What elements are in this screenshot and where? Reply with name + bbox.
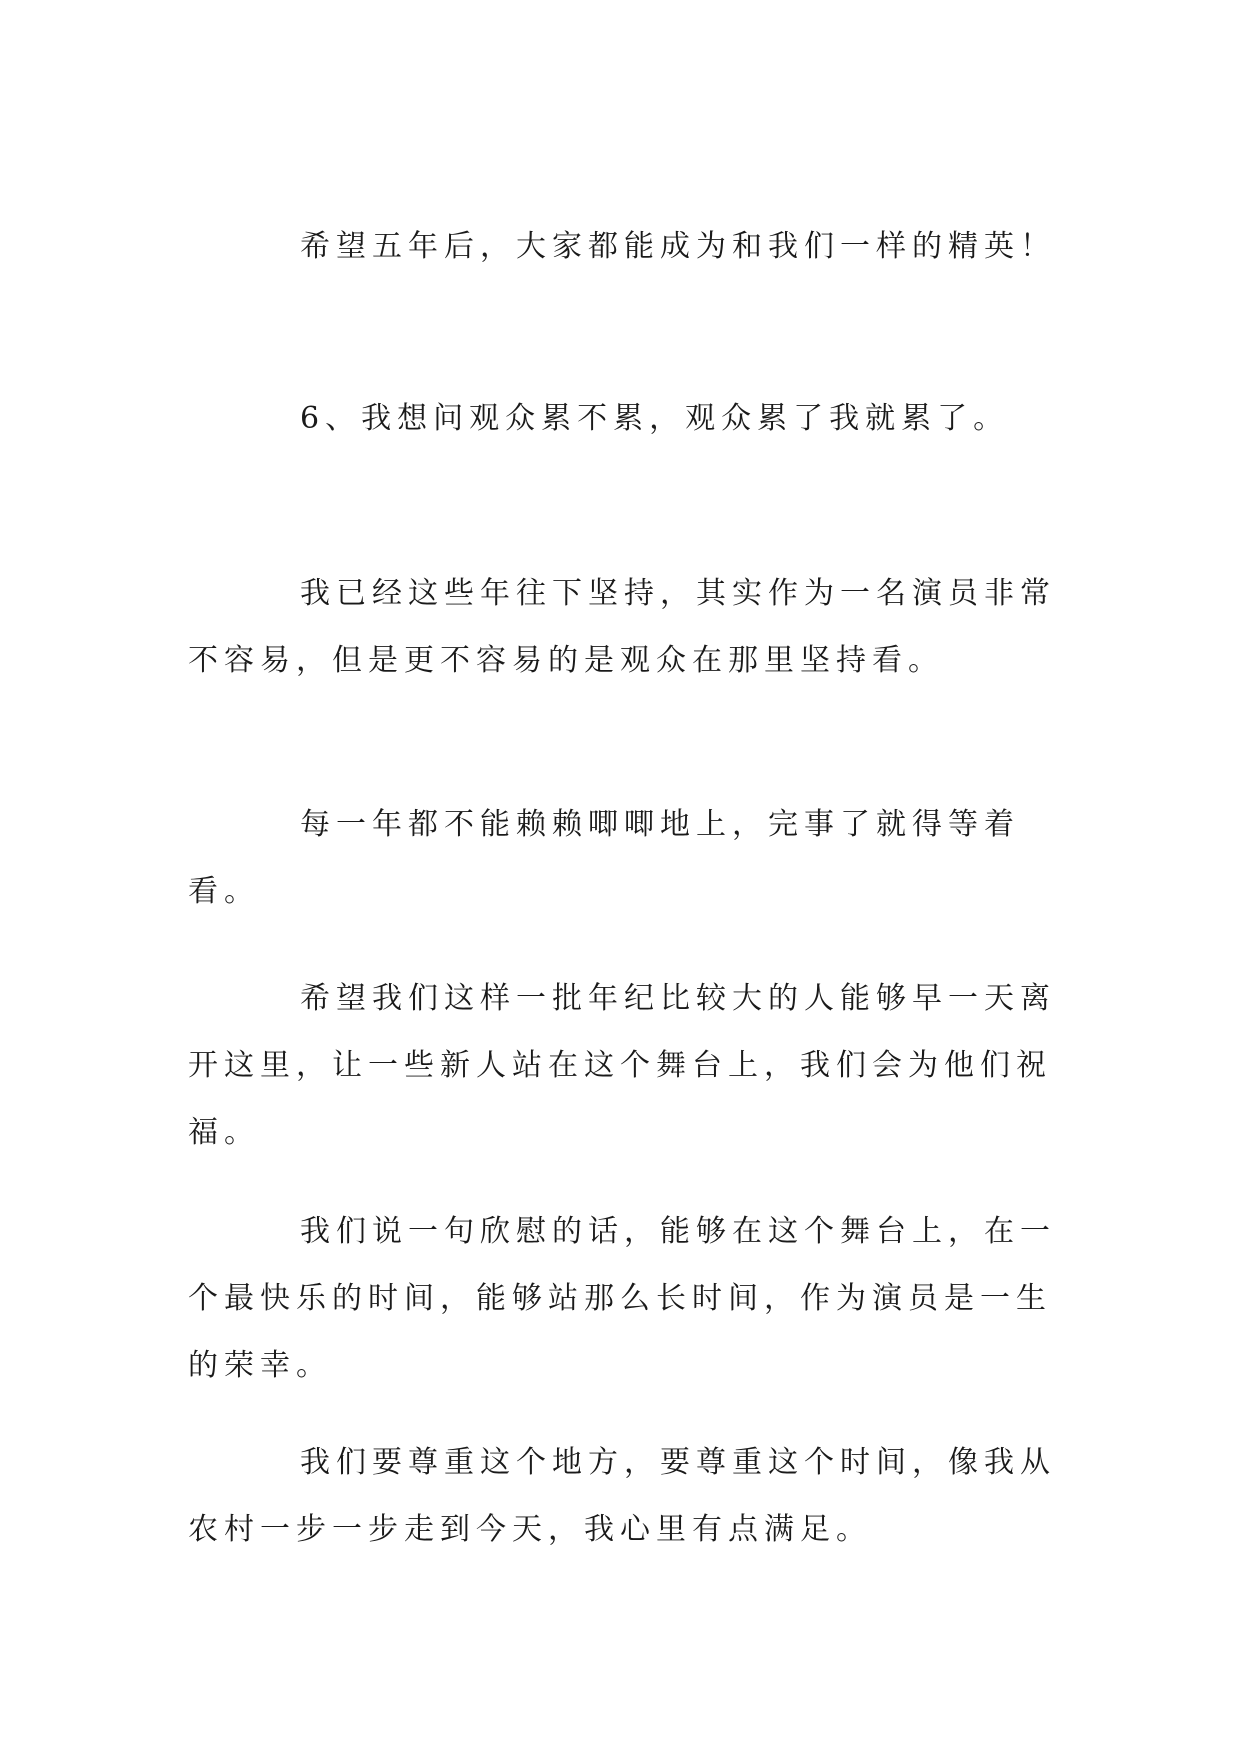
paragraph: 我已经这些年往下坚持，其实作为一名演员非常不容易，但是更不容易的是观众在那里坚持看。 (188, 576, 1056, 678)
paragraph: 每一年都不能赖赖唧唧地上，完事了就得等着看。 (188, 807, 1020, 909)
paragraph: 6、我想问观众累不累，观众累了我就累了。 (300, 401, 1010, 436)
paragraph: 希望我们这样一批年纪比较大的人能够早一天离开这里，让一些新人站在这个舞台上，我们会为他们祝福。 (188, 981, 1056, 1150)
paragraph: 希望五年后，大家都能成为和我们一样的精英！ (300, 229, 1056, 264)
paragraph: 我们说一句欣慰的话，能够在这个舞台上，在一个最快乐的时间，能够站那么长时间，作为演员是一生的荣幸。 (188, 1214, 1056, 1383)
paragraph: 我们要尊重这个地方，要尊重这个时间，像我从农村一步一步走到今天，我心里有点满足。 (188, 1445, 1056, 1547)
